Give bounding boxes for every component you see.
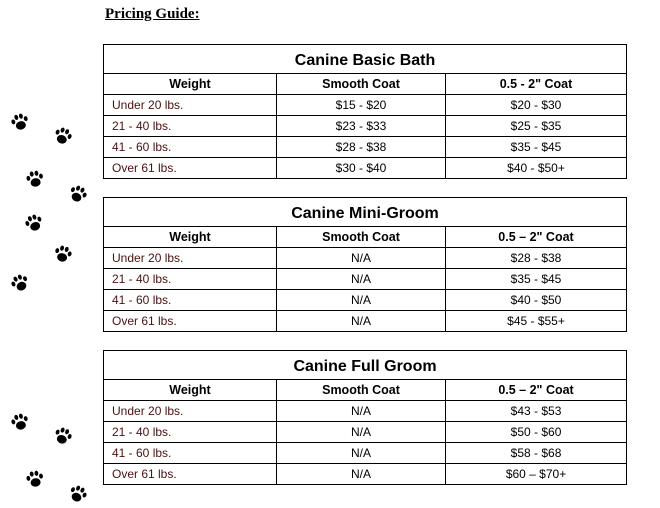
smooth-price-cell: N/A [277, 248, 446, 269]
smooth-price-cell: $15 - $20 [277, 95, 446, 116]
paw-print-icon [50, 123, 76, 149]
smooth-price-cell: $28 - $38 [277, 137, 446, 158]
paw-print-icon [65, 481, 92, 508]
smooth-price-cell: N/A [277, 422, 446, 443]
weight-cell: 21 - 40 lbs. [104, 422, 277, 443]
paw-print-icon [23, 167, 46, 190]
weight-cell: Over 61 lbs. [104, 464, 277, 485]
weight-cell: Under 20 lbs. [104, 95, 277, 116]
coat-price-cell: $60 – $70+ [446, 464, 627, 485]
table-row [104, 116, 627, 137]
coat-price-cell: $50 - $60 [446, 422, 627, 443]
pricing-table-full-groom [103, 350, 627, 485]
table-row [104, 464, 627, 485]
weight-cell: 21 - 40 lbs. [104, 269, 277, 290]
smooth-price-cell: N/A [277, 464, 446, 485]
weight-cell: 41 - 60 lbs. [104, 290, 277, 311]
table-title: Canine Basic Bath [104, 45, 627, 74]
smooth-price-cell: N/A [277, 269, 446, 290]
table-row [104, 422, 627, 443]
coat-price-cell: $40 - $50 [446, 290, 627, 311]
column-header-smooth-coat: Smooth Coat [277, 227, 446, 248]
smooth-price-cell: N/A [277, 443, 446, 464]
coat-price-cell: $40 - $50+ [446, 158, 627, 179]
table-row [104, 137, 627, 158]
column-header-long-coat: 0.5 - 2" Coat [446, 74, 627, 95]
column-header-weight: Weight [104, 74, 277, 95]
paw-print-icon [51, 242, 75, 266]
coat-price-cell: $20 - $30 [446, 95, 627, 116]
coat-price-cell: $43 - $53 [446, 401, 627, 422]
pricing-table-basic-bath [103, 44, 627, 179]
paw-print-icon [23, 467, 46, 490]
weight-cell: Over 61 lbs. [104, 311, 277, 332]
table-row [104, 158, 627, 179]
paw-print-icon [8, 110, 32, 134]
coat-price-cell: $35 - $45 [446, 137, 627, 158]
weight-cell: 21 - 40 lbs. [104, 116, 277, 137]
column-header-long-coat: 0.5 – 2" Coat [446, 227, 627, 248]
table-row [104, 443, 627, 464]
paw-print-icon [65, 181, 92, 208]
coat-price-cell: $28 - $38 [446, 248, 627, 269]
column-header-long-coat: 0.5 – 2" Coat [446, 380, 627, 401]
table-row [104, 401, 627, 422]
smooth-price-cell: $30 - $40 [277, 158, 446, 179]
paw-print-icon [8, 410, 32, 434]
paw-print-icon [21, 210, 47, 236]
smooth-price-cell: N/A [277, 311, 446, 332]
table-row [104, 95, 627, 116]
table-row [104, 290, 627, 311]
weight-cell: 41 - 60 lbs. [104, 137, 277, 158]
column-header-smooth-coat: Smooth Coat [277, 380, 446, 401]
table-title: Canine Full Groom [104, 351, 627, 380]
smooth-price-cell: N/A [277, 290, 446, 311]
pricing-table-mini-groom [103, 197, 627, 332]
weight-cell: Under 20 lbs. [104, 401, 277, 422]
coat-price-cell: $45 - $55+ [446, 311, 627, 332]
coat-price-cell: $58 - $68 [446, 443, 627, 464]
weight-cell: Under 20 lbs. [104, 248, 277, 269]
weight-cell: Over 61 lbs. [104, 158, 277, 179]
column-header-weight: Weight [104, 380, 277, 401]
paw-print-icon [7, 270, 34, 297]
smooth-price-cell: $23 - $33 [277, 116, 446, 137]
column-header-weight: Weight [104, 227, 277, 248]
coat-price-cell: $25 - $35 [446, 116, 627, 137]
weight-cell: 41 - 60 lbs. [104, 443, 277, 464]
smooth-price-cell: N/A [277, 401, 446, 422]
page-heading: Pricing Guide: [105, 6, 200, 22]
column-header-smooth-coat: Smooth Coat [277, 74, 446, 95]
table-row [104, 311, 627, 332]
coat-price-cell: $35 - $45 [446, 269, 627, 290]
paw-print-icon [50, 423, 76, 449]
table-title: Canine Mini-Groom [104, 198, 627, 227]
table-row [104, 248, 627, 269]
table-row [104, 269, 627, 290]
